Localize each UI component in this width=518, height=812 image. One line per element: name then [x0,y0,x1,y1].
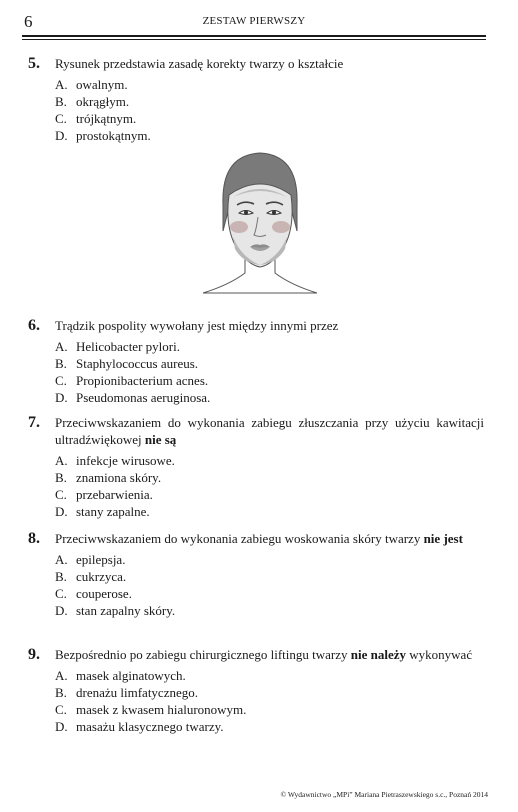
option-a [55,667,484,684]
question-number: 7. [28,414,40,431]
option-text: prostokątnym. [76,128,151,143]
option-text: trójkątnym. [76,111,137,126]
answer-options [55,667,484,735]
option-c [55,372,484,389]
option-letter: A. [55,668,68,683]
option-c [55,486,484,503]
option-text: cukrzyca. [76,569,127,584]
option-d [55,389,484,406]
option-text: masażu klasycznego twarzy. [76,719,224,734]
question-8 [28,530,484,619]
option-text: znamiona skóry. [76,470,162,485]
question-text-plain: Przeciwwskazaniem do wykonania zabiegu złuszczania przy użyciu kawitacji ultradźwiękowej [55,415,484,447]
option-b [55,469,484,486]
option-b [55,93,484,110]
face-correction-illustration [199,145,321,303]
option-a [55,551,484,568]
question-number: 9. [28,646,40,663]
option-text: stany zapalne. [76,504,150,519]
page-header [22,12,486,34]
option-letter: D. [55,603,68,618]
question-text [55,646,484,663]
option-d [55,602,484,619]
option-letter: B. [55,685,67,700]
option-letter: C. [55,111,67,126]
option-c [55,110,484,127]
option-text: drenażu limfatycznego. [76,685,198,700]
answer-options [55,76,484,144]
page-number: 6 [24,12,33,31]
option-a [55,452,484,469]
face-drawing [199,145,321,303]
option-c [55,701,484,718]
option-text: okrągłym. [76,94,130,109]
header-rule-thin [22,39,486,40]
option-text: masek z kwasem hialuronowym. [76,702,247,717]
option-letter: A. [55,339,68,354]
option-text: epilepsja. [76,552,126,567]
question-text-plain: Przeciwwskazaniem do wykonania zabiegu woskowania skóry twarzy [55,531,424,546]
question-9 [28,646,484,735]
option-c [55,585,484,602]
question-number: 5. [28,55,40,72]
option-letter: B. [55,470,67,485]
option-letter: D. [55,504,68,519]
answer-options [55,452,484,520]
option-text: przebarwienia. [76,487,153,502]
option-a [55,76,484,93]
right-pupil [272,211,276,215]
option-letter: C. [55,586,67,601]
question-5 [28,55,484,144]
option-text: Helicobacter pylori. [76,339,180,354]
question-text [55,414,484,448]
question-text-plain: Bezpośrednio po zabiegu chirurgicznego liftingu twarzy [55,647,351,662]
left-pupil [244,211,248,215]
header-rule-thick [22,35,486,37]
question-text: Rysunek przedstawia zasadę korekty twarzy o kształcie [55,56,344,71]
question-number: 6. [28,317,40,334]
question-text: Trądzik pospolity wywołany jest między innymi przez [55,318,339,333]
option-text: masek alginatowych. [76,668,186,683]
running-title: ZESTAW PIERWSZY [202,15,306,27]
option-d [55,503,484,520]
option-text: infekcje wirusowe. [76,453,175,468]
option-d [55,127,484,144]
answer-options [55,338,484,406]
question-text-tail: wykonywać [406,647,473,662]
option-letter: C. [55,487,67,502]
option-letter: C. [55,373,67,388]
option-text: couperose. [76,586,132,601]
question-7 [28,414,484,520]
option-letter: D. [55,128,68,143]
option-a [55,338,484,355]
option-text: Propionibacterium acnes. [76,373,209,388]
option-text: owalnym. [76,77,128,92]
right-blush [272,221,290,233]
option-text: Pseudomonas aeruginosa. [76,390,211,405]
question-text-bold: nie należy [350,647,407,662]
answer-options [55,551,484,619]
option-letter: D. [55,719,68,734]
question-number: 8. [28,530,40,547]
option-letter: C. [55,702,67,717]
option-b [55,684,484,701]
option-letter: B. [55,569,67,584]
question-text [55,530,484,547]
option-letter: D. [55,390,68,405]
option-letter: A. [55,552,68,567]
question-text-bold: nie jest [423,531,463,546]
question-text-bold: nie są [144,432,177,447]
option-letter: A. [55,77,68,92]
option-text: stan zapalny skóry. [76,603,176,618]
option-letter: A. [55,453,68,468]
option-letter: B. [55,356,67,371]
copyright-footer: © Wydawnictwo „MPi” Mariana Pietraszewskiego s.c., Poznań 2014 [280,790,488,799]
option-letter: B. [55,94,67,109]
option-text: Staphylococcus aureus. [76,356,199,371]
option-b [55,568,484,585]
question-6 [28,317,484,406]
option-d [55,718,484,735]
left-blush [230,221,248,233]
option-b [55,355,484,372]
